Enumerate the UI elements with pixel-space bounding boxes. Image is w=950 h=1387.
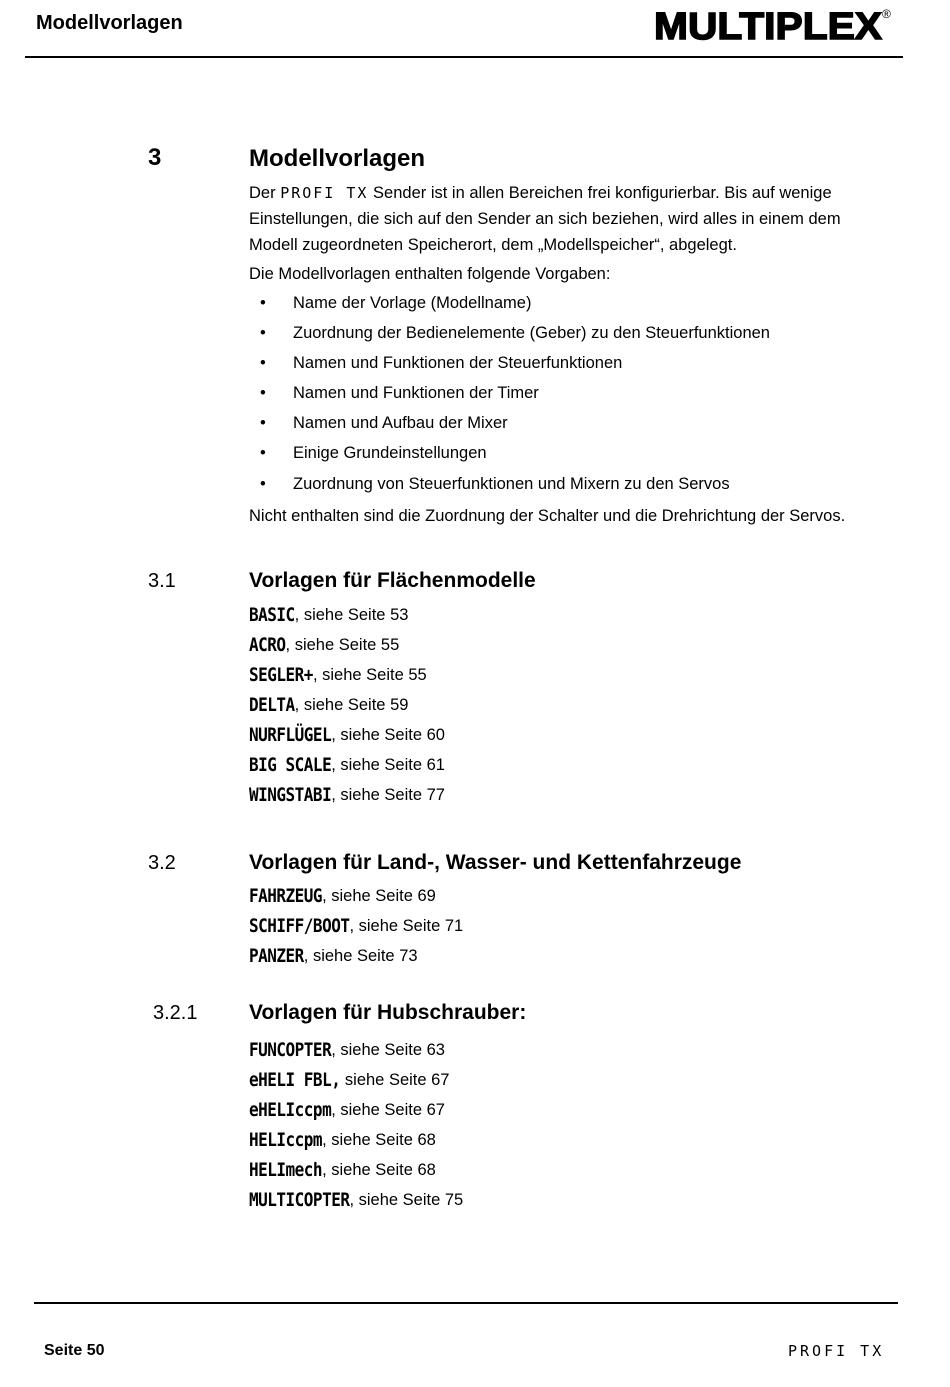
template-name: MULTICOPTER <box>249 1188 350 1211</box>
section-number: 3 <box>148 144 162 171</box>
template-name: NURFLÜGEL <box>249 723 332 746</box>
template-entry: MULTICOPTER, siehe Seite 75 <box>249 1188 464 1211</box>
section-number: 3.2 <box>148 852 176 874</box>
svg-text:MULTIPLEX: MULTIPLEX <box>654 6 883 46</box>
svg-text:®: ® <box>882 7 891 21</box>
footer-product-name: PROFI TX <box>788 1342 885 1360</box>
template-name: PANZER <box>249 944 304 967</box>
template-entry: PANZER, siehe Seite 73 <box>249 944 418 967</box>
template-name: FUNCOPTER <box>249 1038 332 1061</box>
template-entry: eHELI FBL, siehe Seite 67 <box>249 1068 450 1091</box>
template-entry: WINGSTABI, siehe Seite 77 <box>249 783 445 806</box>
template-entry: NURFLÜGEL, siehe Seite 60 <box>249 723 445 746</box>
template-name: DELTA <box>249 693 295 716</box>
template-entry: FAHRZEUG, siehe Seite 69 <box>249 884 436 907</box>
template-name: HELImech <box>249 1158 323 1181</box>
template-entry: HELImech, siehe Seite 68 <box>249 1158 436 1181</box>
template-name: FAHRZEUG <box>249 884 323 907</box>
product-name: PROFI TX <box>280 184 369 202</box>
footer-rule <box>34 1302 898 1304</box>
section-title: Modellvorlagen <box>249 145 426 172</box>
note-paragraph: Nicht enthalten sind die Zuordnung der Schalter und die Drehrichtung der Servos. <box>249 507 846 525</box>
template-name: WINGSTABI <box>249 783 332 806</box>
template-entry: DELTA, siehe Seite 59 <box>249 693 409 716</box>
section-title: Vorlagen für Hubschrauber: <box>249 1001 527 1024</box>
intro-paragraph: Der PROFI TX Sender ist in allen Bereichen frei konfigurierbar. Bis auf wenige Einstellungen, die sich auf den Sender an sich beziehen, wird alles in einem dem Modell zugeordneten Speicherort, dem „Modellspeicher“, abgelegt. <box>249 184 841 254</box>
template-name: ACRO <box>249 633 286 656</box>
page-header-title: Modellvorlagen <box>36 12 183 34</box>
template-name: BASIC <box>249 603 295 626</box>
section-number: 3.1 <box>148 570 176 592</box>
template-name: eHELI FBL, <box>249 1068 341 1091</box>
page-number: Seite 50 <box>44 1342 105 1359</box>
header-rule <box>25 56 903 58</box>
section-title: Vorlagen für Flächenmodelle <box>249 569 536 592</box>
template-entry: eHELIccpm, siehe Seite 67 <box>249 1098 445 1121</box>
template-entry: BASIC, siehe Seite 53 <box>249 603 409 626</box>
template-entry: SEGLER+, siehe Seite 55 <box>249 663 427 686</box>
template-entry: BIG SCALE, siehe Seite 61 <box>249 753 445 776</box>
section-title: Vorlagen für Land-, Wasser- und Kettenfahrzeuge <box>249 851 742 874</box>
section-number: 3.2.1 <box>153 1002 198 1024</box>
template-name: SCHIFF/BOOT <box>249 914 350 937</box>
template-name: eHELIccpm <box>249 1098 332 1121</box>
multiplex-logo <box>654 6 894 46</box>
template-entry: HELIccpm, siehe Seite 68 <box>249 1128 436 1151</box>
template-name: HELIccpm <box>249 1128 323 1151</box>
template-name: SEGLER+ <box>249 663 313 686</box>
list-intro: Die Modellvorlagen enthalten folgende Vorgaben: <box>249 265 611 283</box>
template-name: BIG SCALE <box>249 753 332 776</box>
template-entry: SCHIFF/BOOT, siehe Seite 71 <box>249 914 464 937</box>
template-entry: ACRO, siehe Seite 55 <box>249 633 400 656</box>
template-entry: FUNCOPTER, siehe Seite 63 <box>249 1038 445 1061</box>
